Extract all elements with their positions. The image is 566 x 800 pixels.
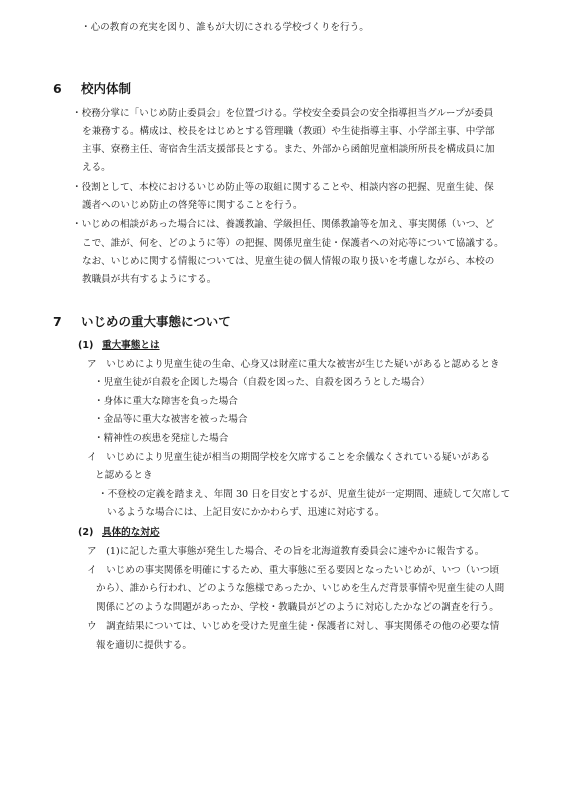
subsection2-line: 関係にどのような問題があったか、学校・教職員がどのように対応したかなどの調査を行う。 xyxy=(96,602,499,613)
section7-heading xyxy=(53,314,231,330)
section6-line: 護者へのいじめ防止の啓発等に関することを行う。 xyxy=(82,200,303,211)
subsection1-line: イ いじめにより児童生徒が相当の期間学校を欠席することを余儀なくされている疑いがある xyxy=(87,452,490,463)
section6-line: える。 xyxy=(82,162,111,173)
section6-line: ・役割として、本校におけるいじめ防止等の取組に関することや、相談内容の把握、児童生徒、保 xyxy=(72,182,494,193)
subsection2-heading xyxy=(78,527,160,539)
section6-line: 主事、寮務主任、寄宿舎生活支援部長とする。また、外部から函館児童相談所所長を構成員に加 xyxy=(82,144,495,155)
subsection1-line: ・金品等に重大な被害を被った場合 xyxy=(94,414,248,425)
subsection2-line: 報を適切に提供する。 xyxy=(96,640,192,651)
subsection2-line: ウ 調査結果については、いじめを受けた児童生徒・保護者に対し、事実関係その他の必要な情 xyxy=(87,621,500,632)
subsection1-number: (1) xyxy=(78,340,94,351)
subsection2-line: から）、誰から行われ、どのような態様であったか、いじめを生んだ背景事情や児童生徒の人間 xyxy=(96,583,505,594)
section6-number: 6 xyxy=(53,81,62,96)
subsection1-line: いるような場合には、上記目安にかかわらず、迅速に対応する。 xyxy=(107,507,385,518)
intro-line: ・心の教育の充実を図り、誰もが大切にされる学校づくりを行う。 xyxy=(81,22,369,33)
subsection1-line: と認めるとき xyxy=(95,470,153,481)
section6-line: を兼務する。構成は、校長をはじめとする管理職（教頭）や生徒指導主事、小学部主事、中学部 xyxy=(82,126,495,137)
subsection2-line: イ いじめの事実関係を明確にするため、重大事態に至る要因となったいじめが、いつ（いつ頃 xyxy=(87,565,500,576)
section6-line: 教職員が共有するようにする。 xyxy=(82,274,217,285)
subsection1-heading xyxy=(78,340,160,352)
subsection2-number: (2) xyxy=(78,527,94,538)
section6-title: 校内体制 xyxy=(81,81,132,96)
subsection1-line: ・身体に重大な障害を負った場合 xyxy=(94,396,238,407)
section6-heading xyxy=(53,81,131,97)
subsection1-line: ・児童生徒が自殺を企図した場合（自殺を図った、自殺を図ろうとした場合） xyxy=(94,377,430,388)
subsection1-title: 重大事態とは xyxy=(102,340,160,351)
section6-line: ・校務分掌に「いじめ防止委員会」を位置づける。学校安全委員会の安全指導担当グループが委員 xyxy=(72,108,494,119)
subsection1-line: ・不登校の定義を踏まえ、年間 30 日を目安とするが、児童生徒が一定期間、連続して欠席して xyxy=(98,489,511,500)
subsection2-line: ア (1)に記した重大事態が発生した場合、その旨を北海道教育委員会に速やかに報告する。 xyxy=(87,546,485,557)
subsection1-line: ア いじめにより児童生徒の生命、心身又は財産に重大な被害が生じた疑いがあると認めるとき xyxy=(87,359,500,370)
section6-line: ・いじめの相談があった場合には、養護教諭、学級担任、関係教諭等を加え、事実関係（いつ、ど xyxy=(72,219,495,230)
section6-line: こで、誰が、何を、どのように等）の把握、関係児童生徒・保護者への対応等について協議する。 xyxy=(82,238,504,249)
subsection1-line: ・精神性の疾患を発症した場合 xyxy=(94,433,229,444)
subsection2-title: 具体的な対応 xyxy=(102,527,160,538)
section6-line: なお、いじめに関する情報については、児童生徒の個人情報の取り扱いを考慮しながら、本校の xyxy=(82,256,495,267)
section7-title: いじめの重大事態について xyxy=(81,314,231,329)
section7-number: 7 xyxy=(53,314,62,329)
